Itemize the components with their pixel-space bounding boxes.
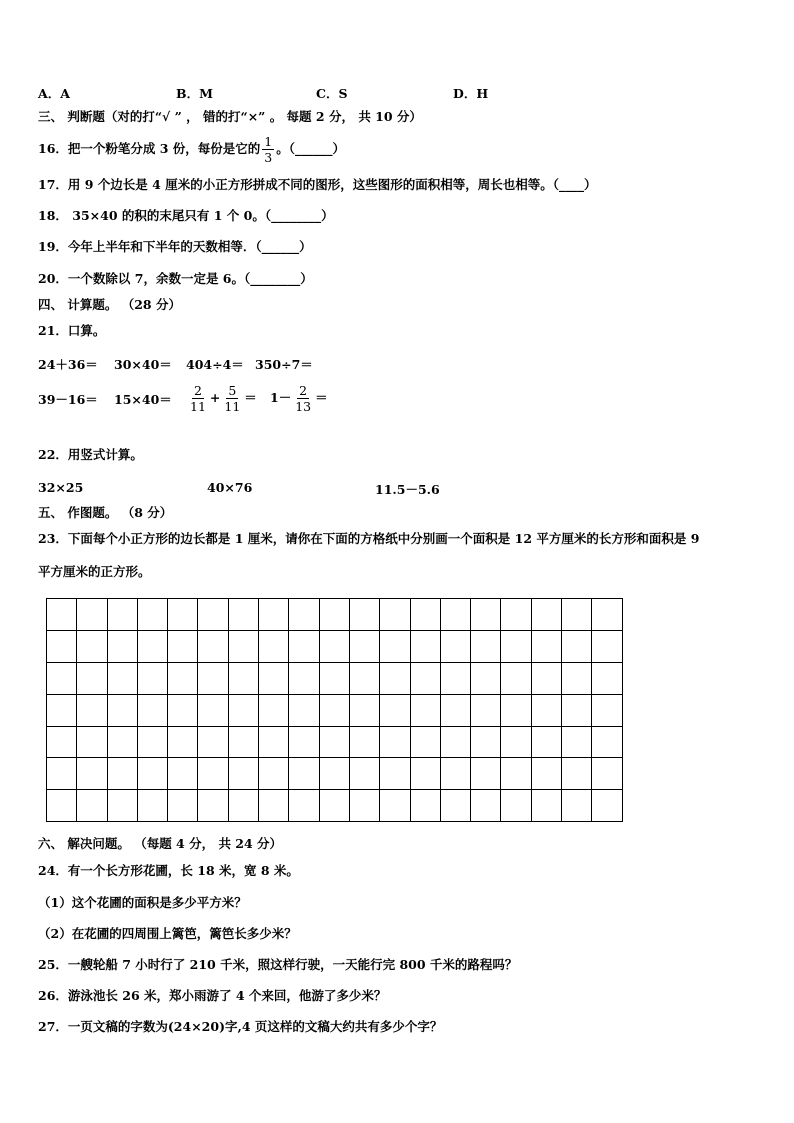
question-23-line1: 23．下面每个小正方形的边长都是 1 厘米，请你在下面的方格纸中分别画一个面积是 12 平方厘米的长方形和面积是 9: [38, 531, 700, 546]
option-b: B．M: [176, 86, 213, 101]
grid-cell: [168, 695, 198, 727]
grid-cell: [108, 727, 138, 759]
vertical-calc-2: 40×76: [207, 480, 253, 495]
grid-cell: [108, 599, 138, 631]
grid-cell: [411, 727, 441, 759]
grid-cell: [259, 663, 289, 695]
grid-cell: [441, 727, 471, 759]
grid-cell: [259, 695, 289, 727]
grid-cell: [411, 695, 441, 727]
grid-cell: [289, 599, 319, 631]
grid-cell: [441, 631, 471, 663]
grid-cell: [320, 695, 350, 727]
grid-cell: [259, 599, 289, 631]
grid-cell: [229, 599, 259, 631]
grid-cell: [47, 758, 77, 790]
calc7-frac1: [188, 383, 208, 414]
grid-cell: [380, 695, 410, 727]
grid-cell: [77, 631, 107, 663]
grid-cell: [168, 727, 198, 759]
grid-cell: [138, 727, 168, 759]
calc8-eq: ＝: [315, 390, 328, 405]
question-26: 26．游泳池长 26 米，郑小雨游了 4 个来回，他游了多少米？: [38, 988, 387, 1003]
grid-cell: [198, 599, 228, 631]
grid-cell: [350, 663, 380, 695]
calc-1: 24＋36＝: [38, 357, 98, 372]
grid-cell: [289, 631, 319, 663]
section4-title: 四、 计算题。 （28 分）: [38, 297, 181, 312]
grid-cell: [320, 758, 350, 790]
grid-cell: [259, 727, 289, 759]
grid-cell: [77, 599, 107, 631]
grid-cell: [229, 631, 259, 663]
question-17: 17．用 9 个边长是 4 厘米的小正方形拼成不同的图形，这些图形的面积相等，周长也相等。（____）: [38, 177, 597, 192]
grid-cell: [380, 758, 410, 790]
grid-cell: [532, 631, 562, 663]
calc7-n2: 5: [228, 383, 237, 398]
grid-cell: [350, 695, 380, 727]
grid-cell: [47, 790, 77, 822]
grid-cell: [108, 758, 138, 790]
grid-cell: [471, 599, 501, 631]
question-23-line2: 平方厘米的正方形。: [38, 564, 151, 579]
calc7-op: +: [209, 390, 221, 405]
grid-cell: [501, 727, 531, 759]
grid-cell: [108, 790, 138, 822]
grid-cell: [168, 663, 198, 695]
grid-cell: [592, 663, 622, 695]
grid-cell: [138, 790, 168, 822]
grid-cell: [380, 599, 410, 631]
grid-cell: [562, 599, 592, 631]
grid-cell: [168, 790, 198, 822]
grid-cell: [259, 631, 289, 663]
question-19: 19．今年上半年和下半年的天数相等．（______）: [38, 239, 312, 254]
grid-cell: [289, 727, 319, 759]
calc7-n1: 2: [193, 383, 202, 398]
grid-cell: [411, 758, 441, 790]
question-16: [38, 134, 345, 165]
grid-cell: [108, 663, 138, 695]
grid-cell: [229, 790, 259, 822]
grid-cell: [592, 599, 622, 631]
vertical-calc-1: 32×25: [38, 480, 84, 495]
grid-cell: [47, 727, 77, 759]
grid-cell: [289, 758, 319, 790]
option-c: C．S: [316, 86, 348, 101]
grid-cell: [501, 790, 531, 822]
option-a: A．A: [38, 86, 70, 101]
calc-2: 30×40＝: [114, 357, 172, 372]
section3-title: 三、 判断题（对的打“√ ” ， 错的打“×” 。 每题 2 分， 共 10 分）: [38, 109, 422, 124]
grid-cell: [380, 663, 410, 695]
grid-cell: [350, 758, 380, 790]
grid-cell: [562, 663, 592, 695]
section5-title: 五、 作图题。 （8 分）: [38, 505, 173, 520]
grid-cell: [592, 790, 622, 822]
calc-4: 350÷7＝: [255, 357, 313, 372]
grid-cell: [501, 663, 531, 695]
grid-cell: [138, 663, 168, 695]
calc7-frac2: [222, 383, 242, 414]
grid-cell: [562, 790, 592, 822]
grid-cell: [411, 631, 441, 663]
grid-cell: [198, 727, 228, 759]
grid-cell: [259, 758, 289, 790]
question-22: 22．用竖式计算。: [38, 447, 143, 462]
grid-cell: [320, 727, 350, 759]
q16-text: 16．把一个粉笔分成 3 份，每份是它的: [38, 141, 261, 156]
grid-cell: [138, 599, 168, 631]
calc-3: 404÷4＝: [186, 357, 244, 372]
grid-cell: [411, 790, 441, 822]
graph-paper-grid: [46, 598, 623, 822]
q16-fraction: [262, 134, 274, 165]
calc8-den: 13: [295, 399, 312, 414]
grid-cell: [441, 695, 471, 727]
grid-cell: [501, 695, 531, 727]
grid-cell: [138, 695, 168, 727]
grid-cell: [229, 663, 259, 695]
calc8-frac: [293, 383, 313, 414]
grid-cell: [77, 758, 107, 790]
grid-cell: [198, 695, 228, 727]
grid-cell: [108, 631, 138, 663]
calc7-d2: 11: [224, 399, 241, 414]
vertical-calc-3: 11.5－5.6: [375, 482, 440, 497]
grid-cell: [532, 695, 562, 727]
option-d: D．H: [453, 86, 489, 101]
grid-cell: [441, 599, 471, 631]
grid-cell: [411, 599, 441, 631]
grid-cell: [108, 695, 138, 727]
q16-frac-den: 3: [264, 150, 273, 165]
grid-cell: [320, 790, 350, 822]
grid-cell: [532, 758, 562, 790]
grid-cell: [320, 663, 350, 695]
question-24-part2: （2）在花圃的四周围上篱笆，篱笆长多少米？: [38, 926, 297, 941]
calc-8: [270, 378, 328, 418]
grid-cell: [562, 758, 592, 790]
grid-cell: [198, 631, 228, 663]
grid-cell: [592, 758, 622, 790]
calc8-lead: 1－: [270, 390, 292, 405]
grid-cell: [350, 631, 380, 663]
calc8-n: 2: [299, 383, 308, 398]
calc-7: [186, 378, 257, 418]
grid-cell: [501, 758, 531, 790]
grid-cell: [501, 599, 531, 631]
grid-cell: [77, 663, 107, 695]
grid-cell: [77, 695, 107, 727]
question-25: 25．一艘轮船 7 小时行了 210 千米，照这样行驶，一天能行完 800 千米的路程吗？: [38, 957, 518, 972]
question-24: 24．有一个长方形花圃，长 18 米，宽 8 米。: [38, 863, 299, 878]
grid-cell: [289, 790, 319, 822]
question-20: 20．一个数除以 7，余数一定是 6。（________）: [38, 271, 313, 286]
grid-cell: [47, 695, 77, 727]
grid-cell: [592, 695, 622, 727]
grid-cell: [47, 599, 77, 631]
grid-cell: [441, 663, 471, 695]
grid-cell: [77, 727, 107, 759]
grid-cell: [320, 631, 350, 663]
grid-cell: [441, 758, 471, 790]
grid-cell: [532, 727, 562, 759]
grid-cell: [198, 758, 228, 790]
grid-cell: [471, 663, 501, 695]
grid-cell: [168, 758, 198, 790]
grid-cell: [532, 599, 562, 631]
grid-cell: [198, 790, 228, 822]
grid-cell: [562, 695, 592, 727]
grid-cell: [138, 758, 168, 790]
section6-title: 六、 解决问题。 （每题 4 分， 共 24 分）: [38, 836, 283, 851]
grid-cell: [471, 695, 501, 727]
grid-cell: [168, 631, 198, 663]
grid-cell: [168, 599, 198, 631]
grid-cell: [380, 631, 410, 663]
grid-cell: [259, 790, 289, 822]
grid-cell: [229, 758, 259, 790]
grid-cell: [138, 631, 168, 663]
grid-cell: [77, 790, 107, 822]
grid-cell: [532, 663, 562, 695]
question-27: 27．一页文稿的字数为(24×20)字,4 页这样的文稿大约共有多少个字？: [38, 1019, 443, 1034]
grid-cell: [47, 631, 77, 663]
grid-cell: [380, 790, 410, 822]
q16-after: 。（______）: [276, 141, 346, 156]
grid-cell: [350, 599, 380, 631]
grid-cell: [592, 727, 622, 759]
grid-cell: [562, 631, 592, 663]
grid-cell: [562, 727, 592, 759]
grid-cell: [532, 790, 562, 822]
question-21: 21．口算。: [38, 323, 106, 338]
grid-cell: [289, 695, 319, 727]
grid-cell: [320, 599, 350, 631]
grid-cell: [471, 758, 501, 790]
grid-cell: [198, 663, 228, 695]
grid-cell: [441, 790, 471, 822]
grid-cell: [380, 727, 410, 759]
calc-6: 15×40＝: [114, 392, 172, 407]
grid-cell: [471, 790, 501, 822]
grid-cell: [471, 727, 501, 759]
grid-cell: [47, 663, 77, 695]
calc-5: 39－16＝: [38, 392, 98, 407]
grid-cell: [229, 695, 259, 727]
calc7-d1: 11: [190, 399, 206, 414]
grid-cell: [471, 631, 501, 663]
grid-cell: [411, 663, 441, 695]
grid-cell: [350, 727, 380, 759]
grid-cell: [350, 790, 380, 822]
q16-frac-num: 1: [264, 134, 273, 149]
question-24-part1: （1）这个花圃的面积是多少平方米？: [38, 895, 247, 910]
grid-cell: [229, 727, 259, 759]
calc7-eq: ＝: [244, 390, 257, 405]
grid-cell: [501, 631, 531, 663]
question-18: 18． 35×40 的积的末尾只有 1 个 0。（________）: [38, 208, 334, 223]
grid-cell: [289, 663, 319, 695]
grid-cell: [592, 631, 622, 663]
